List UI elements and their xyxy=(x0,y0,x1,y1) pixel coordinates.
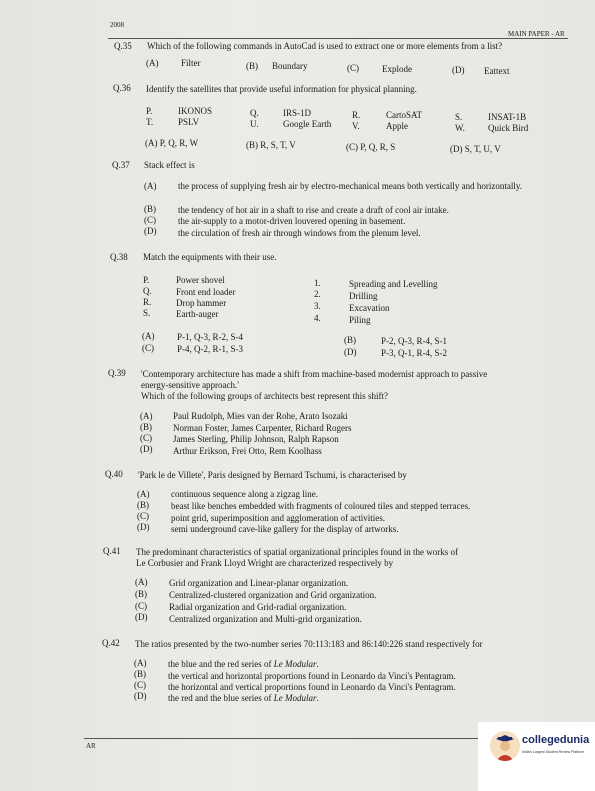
q35-opt-c: Explode xyxy=(382,64,412,74)
q36-u-label: U. xyxy=(250,119,259,129)
q41-opt-c: Radial organization and Grid-radial organization. xyxy=(169,602,347,612)
q38-opt-d: P-3, Q-1, R-4, S-2 xyxy=(381,348,448,358)
q38-left-r: Drop hammer xyxy=(176,298,227,308)
q36-w: Quick Bird xyxy=(488,123,529,133)
q40-text: 'Park le de Villete', Paris designed by Bernard Tschumi, is characterised by xyxy=(138,470,407,480)
q37-opt-b-label: (B) xyxy=(144,204,156,214)
q38-left-p: Power shovel xyxy=(176,275,225,285)
footer-code: AR xyxy=(86,742,96,750)
q36-t-label: T. xyxy=(146,117,154,127)
q36-opt-d: (D) S, T, U, V xyxy=(450,144,501,154)
q41-line2: Le Corbusier and Frank Lloyd Wright are characterized respectively by xyxy=(136,558,394,568)
q36-p-label: P. xyxy=(146,106,153,116)
q38-opt-a: P-1, Q-3, R-2, S-4 xyxy=(177,332,244,342)
q36-p: IKONOS xyxy=(178,106,213,116)
q38-opt-d-label: (D) xyxy=(344,347,357,357)
q36-v: Apple xyxy=(386,121,408,131)
q37-opt-a-label: (A) xyxy=(144,181,157,191)
q41-opt-d: Centralized organization and Multi-grid organization. xyxy=(169,614,362,624)
q39-line3: Which of the following groups of architects best represent this shift? xyxy=(141,391,388,401)
q39-line2: energy-sensitive approach.' xyxy=(141,380,239,390)
q40-opt-c-label: (C) xyxy=(137,511,149,521)
q36-opt-b: (B) R, S, T, V xyxy=(246,140,296,150)
q42-opt-a-label: (A) xyxy=(134,658,147,668)
q39-number: Q.39 xyxy=(108,368,126,378)
q38-right-4: Piling xyxy=(349,315,371,325)
q40-opt-c: point grid, superimposition and agglomeration of activities. xyxy=(171,513,385,523)
q38-right-2-label: 2. xyxy=(314,289,321,299)
q41-opt-a-label: (A) xyxy=(135,577,148,587)
q40-opt-d: semi underground cave-like gallery for the display of artworks. xyxy=(171,524,399,534)
q35-opt-a: Filter xyxy=(181,58,201,68)
q38-opt-b: P-2, Q-3, R-4, S-1 xyxy=(381,336,448,346)
q40-opt-b: beast like benches embedded with fragments of coloured tiles and stepped terraces. xyxy=(171,501,471,511)
q42-opt-b-label: (B) xyxy=(134,669,146,679)
q41-opt-d-label: (D) xyxy=(135,612,148,622)
q36-opt-a: (A) P, Q, R, W xyxy=(145,138,199,148)
header-year: 2008 xyxy=(110,21,124,29)
collegedunia-watermark xyxy=(478,722,595,791)
q39-opt-a: Paul Rudolph, Mies van der Rohe, Arato Isozaki xyxy=(173,411,348,421)
q38-opt-c-label: (C) xyxy=(142,343,154,353)
header-rule xyxy=(108,38,568,39)
q42-text: The ratios presented by the two-number series 70:113:183 and 86:140:226 stand respectively for xyxy=(135,639,483,649)
q37-opt-c-label: (C) xyxy=(144,215,156,225)
q37-text: Stack effect is xyxy=(144,160,195,170)
q37-opt-d: the circulation of fresh air through windows from the plenum level. xyxy=(178,228,421,238)
q39-opt-c: James Sterling, Philip Johnson, Ralph Rapson xyxy=(173,434,339,444)
q38-right-1-label: 1. xyxy=(314,278,321,288)
q36-s-label: S. xyxy=(455,112,463,122)
graduate-avatar-icon xyxy=(490,731,520,761)
q40-opt-a-label: (A) xyxy=(137,489,150,499)
q38-left-q: Front end loader xyxy=(176,287,236,297)
q36-r: CartoSAT xyxy=(386,110,422,120)
q41-opt-b: Centralized-clustered organization and Grid organization. xyxy=(169,590,377,600)
q35-text: Which of the following commands in AutoCad is used to extract one or more elements from a list? xyxy=(147,41,503,51)
q42-opt-d: the red and the blue series of Le Modular. xyxy=(168,693,319,703)
q37-opt-b: the tendency of hot air in a shaft to rise and create a draft of cool air intake. xyxy=(178,205,449,215)
q38-left-r-label: R. xyxy=(143,297,152,307)
q35-opt-b: Boundary xyxy=(272,61,308,71)
q38-opt-b-label: (B) xyxy=(344,335,356,345)
q41-opt-a: Grid organization and Linear-planar organization. xyxy=(169,578,349,588)
q38-left-s: Earth-auger xyxy=(176,309,219,319)
q39-opt-b-label: (B) xyxy=(140,422,152,432)
q36-r-label: R. xyxy=(352,110,361,120)
q36-q-label: Q. xyxy=(250,108,259,118)
q36-opt-c: (C) P, Q, R, S xyxy=(346,142,396,152)
q35-opt-a-label: (A) xyxy=(146,58,159,68)
q37-opt-d-label: (D) xyxy=(144,226,157,236)
q38-right-1: Spreading and Levelling xyxy=(349,279,438,289)
q35-opt-b-label: (B) xyxy=(246,61,258,71)
q35-opt-d-label: (D) xyxy=(452,65,465,75)
q38-right-3: Excavation xyxy=(349,303,390,313)
q42-opt-b: the vertical and horizontal proportions found in Leonardo da Vinci's Pentagram. xyxy=(168,671,456,681)
q40-opt-b-label: (B) xyxy=(137,500,149,510)
q41-opt-c-label: (C) xyxy=(135,601,147,611)
q41-line1: The predominant characteristics of spatial organizational principles found in the works of xyxy=(136,547,458,557)
watermark-name: collegedunia xyxy=(522,734,590,746)
q36-text: Identify the satellites that provide useful information for physical planning. xyxy=(146,84,417,94)
watermark-tagline: India's Largest Student Review Platform xyxy=(522,750,585,754)
q38-left-s-label: S. xyxy=(143,308,151,318)
q35-number: Q.35 xyxy=(114,41,132,51)
q36-number: Q.36 xyxy=(113,83,131,93)
q36-u: Google Earth xyxy=(283,119,332,129)
q38-left-p-label: P. xyxy=(143,275,150,285)
q39-opt-a-label: (A) xyxy=(140,411,153,421)
q42-opt-a: the blue and the red series of Le Modular. xyxy=(168,659,319,669)
q40-opt-d-label: (D) xyxy=(137,522,150,532)
q41-number: Q.41 xyxy=(103,546,121,556)
q38-right-2: Drilling xyxy=(349,291,378,301)
q42-number: Q.42 xyxy=(102,638,120,648)
q37-opt-c: the air-supply to a motor-driven louvered opening in basement. xyxy=(178,216,406,226)
q36-t: PSLV xyxy=(178,117,200,127)
q38-right-4-label: 4. xyxy=(314,313,321,323)
q36-q: IRS-1D xyxy=(283,108,312,118)
q38-number: Q.38 xyxy=(110,252,128,262)
q39-opt-b: Norman Foster, James Carpenter, Richard Rogers xyxy=(173,423,352,433)
q37-opt-a: the process of supplying fresh air by electro-mechanical means both vertically and horizontally. xyxy=(178,181,523,191)
q39-line1: 'Contemporary architecture has made a shift from machine-based modernist approach to passive xyxy=(141,369,488,379)
q36-w-label: W. xyxy=(455,123,465,133)
q38-right-3-label: 3. xyxy=(314,301,321,311)
q41-opt-b-label: (B) xyxy=(135,589,147,599)
q35-opt-c-label: (C) xyxy=(347,63,359,73)
q38-opt-a-label: (A) xyxy=(142,331,155,341)
q38-text: Match the equipments with their use. xyxy=(143,252,277,262)
q40-number: Q.40 xyxy=(105,469,123,479)
q36-s: INSAT-1B xyxy=(488,112,527,122)
q42-opt-d-label: (D) xyxy=(134,691,147,701)
q36-v-label: V. xyxy=(352,121,360,131)
q40-opt-a: continuous sequence along a zigzag line. xyxy=(171,489,318,499)
q39-opt-d: Arthur Erikson, Frei Otto, Rem Koolhass xyxy=(173,446,322,456)
header-paper: MAIN PAPER - AR xyxy=(508,30,565,38)
q38-left-q-label: Q. xyxy=(143,286,152,296)
q35-opt-d: Eattext xyxy=(484,66,510,76)
q39-opt-c-label: (C) xyxy=(140,433,152,443)
q39-opt-d-label: (D) xyxy=(140,444,153,454)
q38-opt-c: P-4, Q-2, R-1, S-3 xyxy=(177,344,244,354)
q42-opt-c-label: (C) xyxy=(134,680,146,690)
q37-number: Q.37 xyxy=(112,160,130,170)
q42-opt-c: the horizontal and vertical proportions found in Leonardo da Vinci's Pentagram. xyxy=(168,682,456,692)
